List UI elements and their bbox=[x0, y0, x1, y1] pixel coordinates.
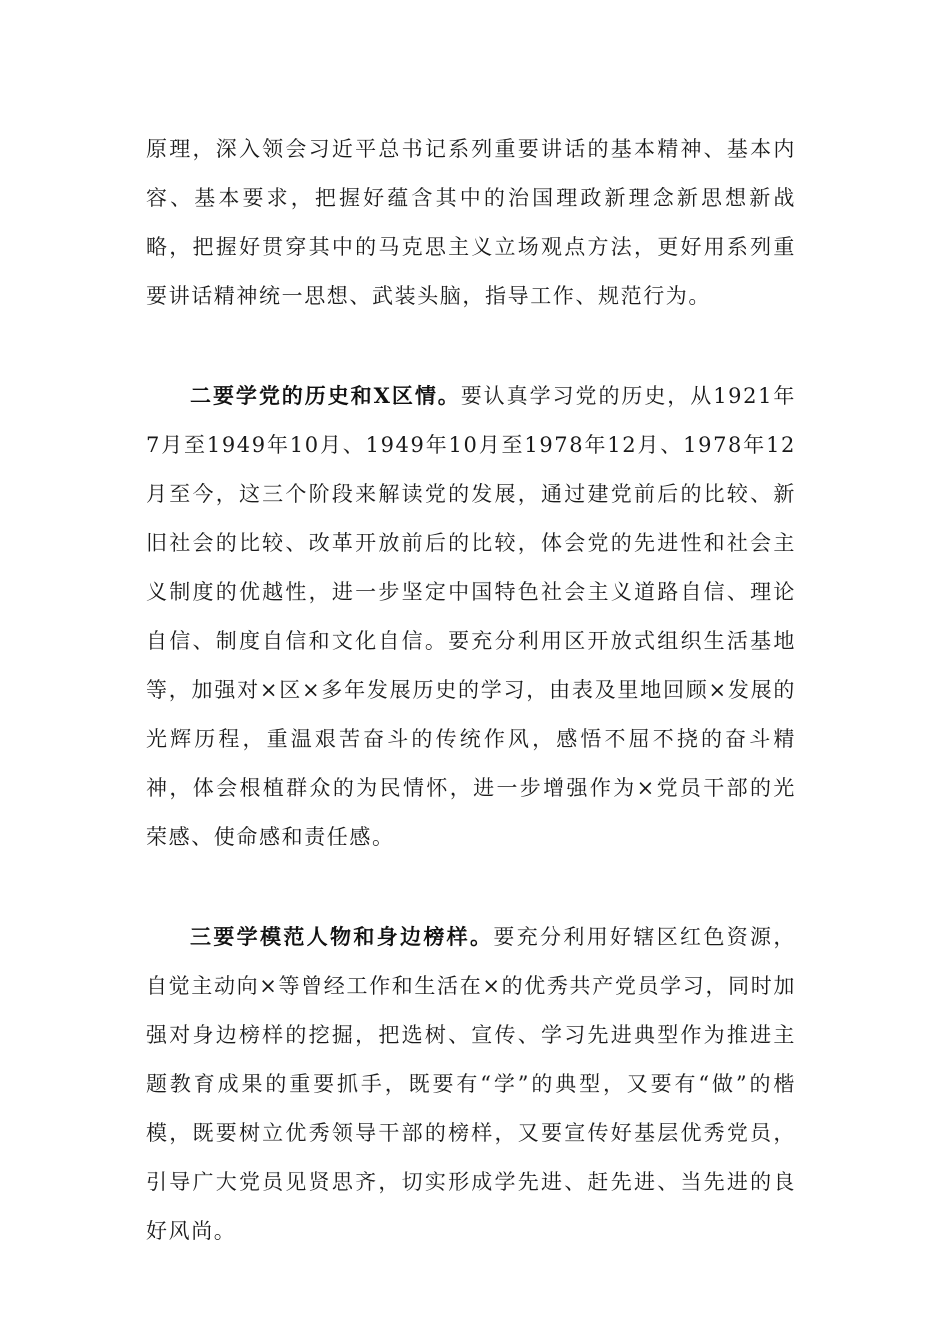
paragraph-continuation bbox=[146, 125, 796, 321]
paragraph-gap bbox=[146, 321, 796, 371]
paragraph-heading: 二要学党的历史和X区情。 bbox=[190, 383, 461, 408]
paragraph-text: 要认真学习党的历史，从1921年7月至1949年10月、1949年10月至1978年12月、1978年12月至今，这三个阶段来解读党的发展，通过建党前后的比较、新旧社会的比较、改革开放前后的比较，体会党的先进性和社会主义制度的优越性，进一步坚定中国特色社会主义道路自信、理论自信、制度自信和文化自信。要充分利用区开放式组织生活基地等，加强对×区×多年发展历史的学习，由表及里地回顾×发展的光辉历程，重温艰苦奋斗的传统作风，感悟不屈不挠的奋斗精神，体会根植群众的为民情怀，进一步增强作为×党员干部的光荣感、使命感和责任感。 bbox=[146, 384, 797, 849]
paragraph-text: 原理，深入领会习近平总书记系列重要讲话的基本精神、基本内容、基本要求，把握好蕴含其中的治国理政新理念新思想新战略，把握好贯穿其中的马克思主义立场观点方法，更好用系列重要讲话精神统一思想、武装头脑，指导工作、规范行为。 bbox=[146, 137, 796, 308]
paragraph-heading: 三要学模范人物和身边榜样。 bbox=[190, 924, 494, 949]
paragraph-text: 要充分利用好辖区红色资源，自觉主动向×等曾经工作和生活在×的优秀共产党员学习，同时加强对身边榜样的挖掘，把选树、宣传、学习先进典型作为推进主题教育成果的重要抓手，既要有“学”的典型，又要有“做”的楷模，既要树立优秀领导干部的榜样，又要宣传好基层优秀党员，引导广大党员见贤思齐，切实形成学先进、赶先进、当先进的良好风尚。 bbox=[146, 925, 796, 1243]
document-body bbox=[146, 125, 796, 1256]
paragraph-gap bbox=[146, 862, 796, 912]
paragraph-party-history bbox=[146, 371, 796, 862]
paragraph-role-models bbox=[146, 912, 796, 1256]
